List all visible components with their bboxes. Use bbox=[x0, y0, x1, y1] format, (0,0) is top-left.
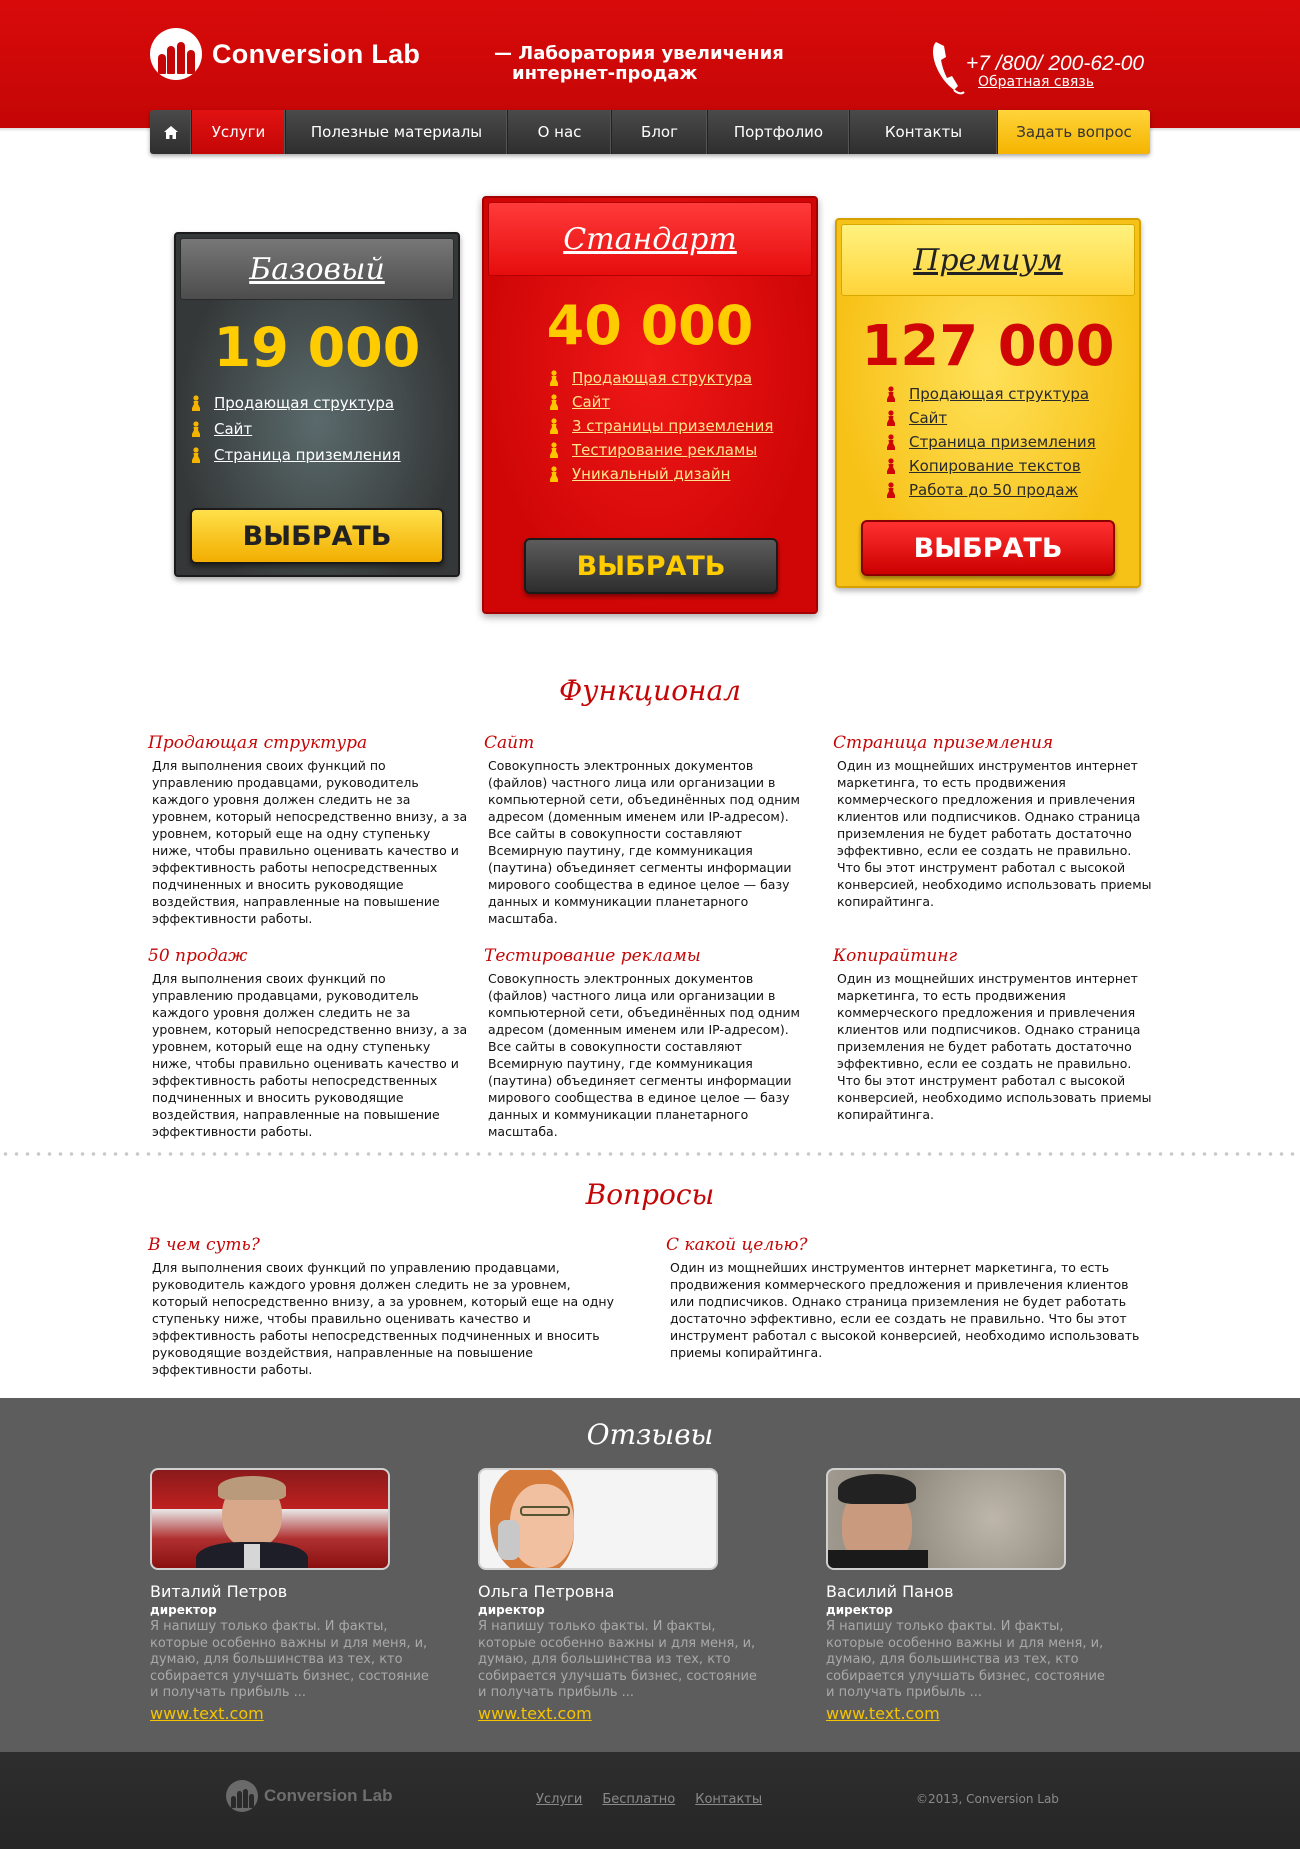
feedback-link[interactable]: Обратная связь bbox=[978, 74, 1094, 90]
phone-handset-icon bbox=[930, 40, 966, 96]
plan-feature[interactable]: Сайт bbox=[885, 406, 1096, 430]
nav-contacts[interactable]: Контакты bbox=[850, 110, 998, 154]
plan-feature[interactable]: Страница приземления bbox=[190, 442, 401, 468]
plan-feature[interactable]: Продающая структура bbox=[885, 382, 1096, 406]
plan-price: 127 000 bbox=[861, 314, 1115, 379]
plan-card-basic bbox=[174, 232, 460, 577]
pawn-icon bbox=[885, 410, 897, 426]
feature-block bbox=[148, 733, 468, 927]
plan-price: 19 000 bbox=[213, 316, 421, 379]
plan-feature[interactable]: Сайт bbox=[190, 416, 401, 442]
review-text: Я напишу только факты. И факты, которые особенно важны и для меня, и, думаю, для большинства из тех, кто собирается улучшать бизнес, состояние и получать прибыль ... bbox=[478, 1619, 757, 1700]
pawn-icon bbox=[548, 466, 560, 482]
logo-text: Conversion Lab bbox=[212, 38, 421, 69]
tagline-line-2: интернет-продаж bbox=[512, 63, 698, 84]
pawn-icon bbox=[548, 370, 560, 386]
feature-block bbox=[484, 946, 804, 1140]
feature-title: Сайт bbox=[484, 733, 535, 753]
plan-feature[interactable]: Копирование текстов bbox=[885, 454, 1096, 478]
copyright: ©2013, Conversion Lab bbox=[916, 1792, 1059, 1806]
review-text: Я напишу только факты. И факты, которые особенно важны и для меня, и, думаю, для большинства из тех, кто собирается улучшать бизнес, состояние и получать прибыль ... bbox=[826, 1619, 1105, 1700]
footer-logo-pawns-icon bbox=[226, 1780, 258, 1812]
question-title: С какой целью? bbox=[666, 1235, 808, 1255]
question-text: Один из мощнейших инструментов интернет маркетинга, то есть продвижения коммерческого предложения и привлечения клиентов или подписчиков. Однако страница приземления не будет работать достаточно эффективно, если ее создать не правильно. Что бы этот инструмент работал с высокой конверсией, необходимо использовать приемы копирайтинга. bbox=[670, 1260, 1140, 1360]
feature-block bbox=[484, 733, 804, 927]
site-footer bbox=[0, 1752, 1300, 1849]
features-title: Функционал bbox=[558, 674, 742, 707]
feature-text: Совокупность электронных документов (файлов) частного лица или организации в компьютерной сети, объединённых под одним адресом (доменным именем или IP-адресом). Все сайты в совокупности составляют Всемирную паутину, где коммуникация (паутина) объединяет сегменты информации мирового сообщества в единое целое — базу данных и коммуникации планетарного масштаба. bbox=[488, 971, 800, 1139]
reviewer-role: директор bbox=[150, 1603, 217, 1617]
pawn-icon bbox=[548, 442, 560, 458]
plan-feature[interactable]: Продающая структура bbox=[190, 390, 401, 416]
pawn-icon bbox=[548, 418, 560, 434]
review-link[interactable]: www.text.com bbox=[478, 1703, 592, 1723]
logo[interactable] bbox=[150, 28, 420, 80]
tagline bbox=[494, 44, 794, 84]
phone-number: +7 /800/ 200-62-00 bbox=[966, 52, 1145, 75]
footer-links bbox=[536, 1792, 762, 1807]
reviewer-photo bbox=[826, 1468, 1066, 1570]
questions-title: Вопросы bbox=[585, 1178, 715, 1211]
plan-feature[interactable]: 3 страницы приземления bbox=[548, 414, 773, 438]
feature-title: Продающая структура bbox=[148, 733, 368, 753]
site-header bbox=[0, 0, 1300, 128]
feature-title: Копирайтинг bbox=[833, 946, 958, 966]
footer-link-services[interactable]: Услуги bbox=[536, 1792, 583, 1807]
plan-feature-list bbox=[548, 366, 773, 486]
plan-card-standard bbox=[482, 196, 818, 614]
pawn-icon bbox=[190, 421, 202, 437]
pawn-icon bbox=[885, 434, 897, 450]
footer-link-contacts[interactable]: Контакты bbox=[695, 1792, 763, 1807]
feature-text: Один из мощнейших инструментов интернет маркетинга, то есть продвижения коммерческого предложения и привлечения клиентов или подписчиков. Однако страница приземления не будет работать достаточно эффективно, если ее создать не правильно. Что бы этот инструмент работал с высокой конверсией, необходимо использовать приемы копирайтинга. bbox=[837, 971, 1152, 1122]
tagline-line-1: — Лаборатория увеличения bbox=[494, 43, 784, 64]
pawn-icon bbox=[548, 394, 560, 410]
pawn-icon bbox=[190, 447, 202, 463]
plan-price: 40 000 bbox=[546, 294, 754, 357]
review-link[interactable]: www.text.com bbox=[826, 1703, 940, 1723]
dotted-divider bbox=[0, 1152, 1300, 1156]
feature-text: Один из мощнейших инструментов интернет маркетинга, то есть продвижения коммерческого предложения и привлечения клиентов или подписчиков. Однако страница приземления не будет работать достаточно эффективно, если ее создать не правильно. Что бы этот инструмент работал с высокой конверсией, необходимо использовать приемы копирайтинга. bbox=[837, 758, 1152, 909]
logo-pawns-icon bbox=[150, 28, 202, 80]
pawn-icon bbox=[885, 386, 897, 402]
question-title: В чем суть? bbox=[148, 1235, 260, 1255]
nav-blog[interactable]: Блог bbox=[612, 110, 708, 154]
feature-title: 50 продаж bbox=[148, 946, 248, 966]
feature-text: Совокупность электронных документов (файлов) частного лица или организации в компьютерной сети, объединённых под одним адресом (доменным именем или IP-адресом). Все сайты в совокупности составляют Всемирную паутину, где коммуникация (паутина) объединяет сегменты информации мирового сообщества в единое целое — базу данных и коммуникации планетарного масштаба. bbox=[488, 758, 800, 926]
nav-portfolio[interactable]: Портфолио bbox=[708, 110, 850, 154]
pawn-icon bbox=[190, 395, 202, 411]
question-block bbox=[148, 1235, 628, 1378]
nav-about[interactable]: О нас bbox=[508, 110, 612, 154]
feature-block bbox=[833, 946, 1153, 1123]
home-icon bbox=[164, 126, 178, 139]
review-text: Я напишу только факты. И факты, которые особенно важны и для меня, и, думаю, для большинства из тех, кто собирается улучшать бизнес, состояние и получать прибыль ... bbox=[150, 1619, 429, 1700]
review-link[interactable]: www.text.com bbox=[150, 1703, 264, 1723]
footer-logo[interactable] bbox=[226, 1780, 392, 1812]
choose-premium-button[interactable]: ВЫБРАТЬ bbox=[861, 520, 1115, 576]
review-card bbox=[150, 1468, 450, 1723]
pawn-icon bbox=[885, 482, 897, 498]
reviews-title: Отзывы bbox=[586, 1418, 714, 1451]
nav-services[interactable]: Услуги bbox=[192, 110, 286, 154]
plan-feature[interactable]: Работа до 50 продаж bbox=[885, 478, 1096, 502]
reviewer-photo bbox=[150, 1468, 390, 1570]
ask-question-button[interactable]: Задать вопрос bbox=[998, 110, 1150, 154]
question-block bbox=[666, 1235, 1146, 1361]
footer-link-free[interactable]: Бесплатно bbox=[602, 1792, 676, 1807]
reviewer-name: Василий Панов bbox=[826, 1582, 954, 1601]
reviews-section bbox=[0, 1398, 1300, 1752]
nav-home[interactable] bbox=[150, 110, 192, 154]
choose-standard-button[interactable]: ВЫБРАТЬ bbox=[524, 538, 778, 594]
plan-card-premium bbox=[835, 218, 1141, 588]
reviewer-role: директор bbox=[826, 1603, 893, 1617]
plan-feature-list bbox=[190, 390, 401, 468]
feature-block bbox=[148, 946, 468, 1140]
plan-feature[interactable]: Продающая структура bbox=[548, 366, 773, 390]
plan-feature[interactable]: Сайт bbox=[548, 390, 773, 414]
review-card bbox=[826, 1468, 1126, 1723]
pawn-icon bbox=[885, 458, 897, 474]
feature-title: Тестирование рекламы bbox=[484, 946, 701, 966]
feature-title: Страница приземления bbox=[833, 733, 1054, 753]
feature-text: Для выполнения своих функций по управлению продавцами, руководитель каждого уровня должен следить не за уровнем, который непосредственно внизу, а за уровнем, который еще на одну ступеньку ниже, чтобы правильно оценивать качество и эффективность работы непосредственных подчиненных и вносить руководящие воздействия, направленные на повышение эффективности работы. bbox=[152, 971, 468, 1139]
review-card bbox=[478, 1468, 778, 1723]
choose-basic-button[interactable]: ВЫБРАТЬ bbox=[190, 508, 444, 564]
reviewer-name: Виталий Петров bbox=[150, 1582, 288, 1601]
plan-feature[interactable]: Уникальный дизайн bbox=[548, 462, 773, 486]
reviewer-name: Ольга Петровна bbox=[478, 1582, 615, 1601]
reviewer-role: директор bbox=[478, 1603, 545, 1617]
feature-block bbox=[833, 733, 1153, 910]
plan-feature-list bbox=[885, 382, 1096, 502]
feature-text: Для выполнения своих функций по управлению продавцами, руководитель каждого уровня должен следить не за уровнем, который непосредственно внизу, а за уровнем, который еще на одну ступеньку ниже, чтобы правильно оценивать качество и эффективность работы непосредственных подчиненных и вносить руководящие воздействия, направленные на повышение эффективности работы. bbox=[152, 758, 468, 926]
nav-materials[interactable]: Полезные материалы bbox=[286, 110, 508, 154]
plan-name[interactable]: Стандарт bbox=[488, 202, 812, 276]
plan-name[interactable]: Премиум bbox=[841, 224, 1135, 296]
plan-name[interactable]: Базовый bbox=[180, 238, 454, 300]
plan-feature[interactable]: Страница приземления bbox=[885, 430, 1096, 454]
main-nav bbox=[150, 110, 1150, 154]
reviewer-photo bbox=[478, 1468, 718, 1570]
question-text: Для выполнения своих функций по управлению продавцами, руководитель каждого уровня должен следить не за уровнем, который непосредственно внизу, а за уровнем, который еще на одну ступеньку ниже, чтобы правильно оценивать качество и эффективность работы непосредственных подчиненных и вносить руководящие воздействия, направленные на повышение эффективности работы. bbox=[152, 1260, 615, 1377]
footer-logo-text: Conversion Lab bbox=[264, 1786, 393, 1805]
plan-feature[interactable]: Тестирование рекламы bbox=[548, 438, 773, 462]
